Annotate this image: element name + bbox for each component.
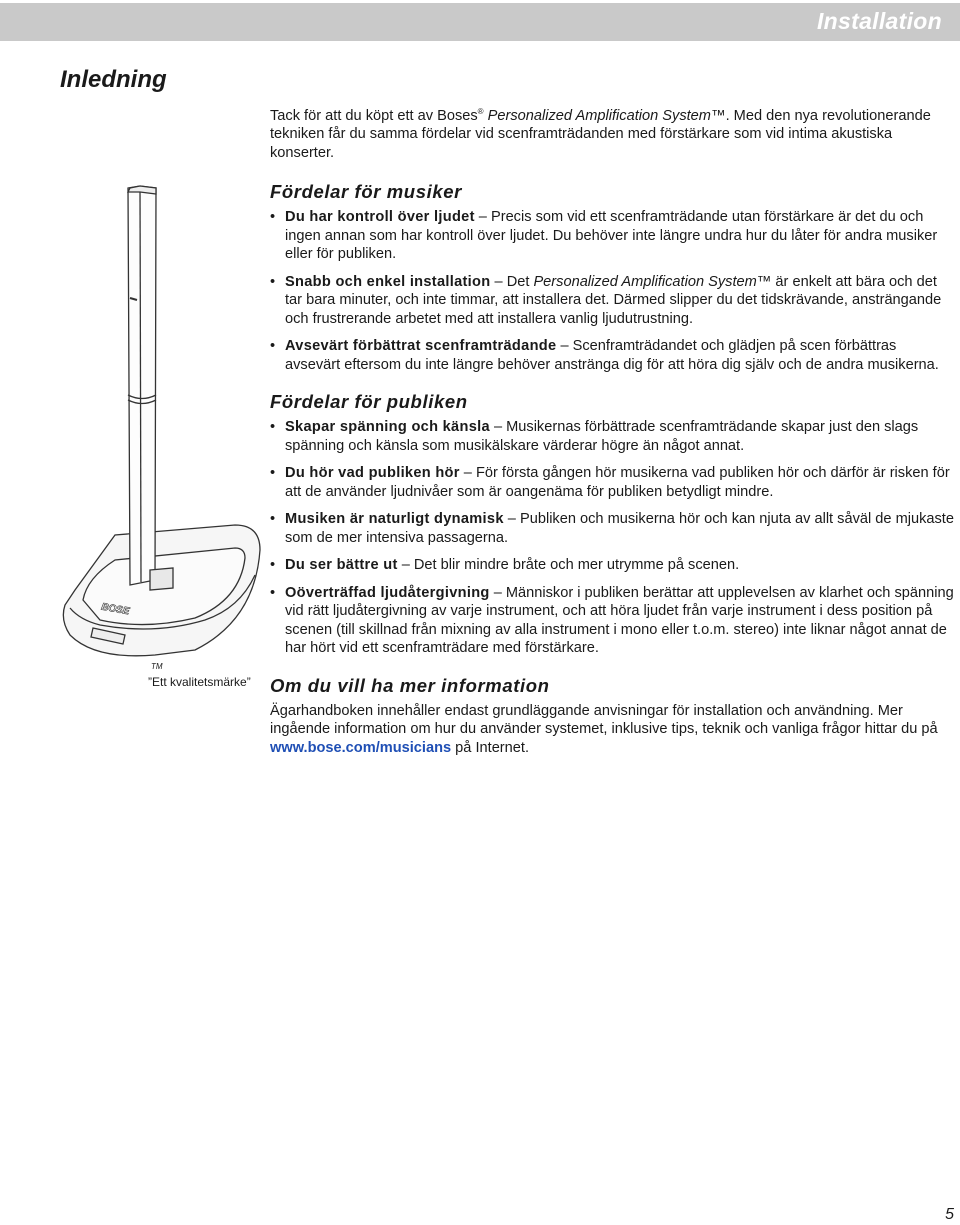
bullet: • (270, 465, 276, 482)
page-number: 5 (945, 1206, 954, 1223)
registered-mark: ® (477, 107, 484, 116)
musicians-list (270, 208, 954, 374)
product-name: Personalized Amplification System (483, 107, 711, 124)
tower-speaker-illustration (55, 180, 265, 700)
content-column (270, 103, 954, 757)
bullet: • (270, 273, 276, 290)
list-item: • Skapar spänning och känsla – Musikernas förbättrade scenframträdande skapar just den slags spänning och känsla som musikälskare värderar högre än något annat. (270, 419, 919, 454)
section-title: Inledning (60, 66, 167, 93)
bullet: • (270, 557, 276, 574)
list-item: • Avsevärt förbättrat scenframträdande – Scenframträdandet och glädjen på scen förbättras avsevärt eftersom du inte längre behöver anstränga dig för att höra dig själv och de andra musikerna. (270, 338, 939, 373)
header-title: Installation (816, 8, 942, 34)
bullet: • (270, 511, 276, 528)
musicians-heading: Fördelar för musiker (270, 181, 462, 203)
list-item: • Du har kontroll över ljudet – Precis som vid ett scenframträdande utan förstärkare är det du och ingen annan som har kontroll över ljudet. Du behöver inte längre undra hur du låter för andra musiker eller för publiken. (270, 209, 938, 263)
website-link[interactable]: www.bose.com/musicians (270, 739, 452, 756)
list-item: • Du hör vad publiken hör – För första gången hör musikerna vad publiken hör och därför är risken för att de använder ljudnivåer som är oangenäma för publiken betydligt mindre. (270, 465, 950, 500)
bullet: • (270, 419, 276, 436)
audience-list (270, 418, 954, 658)
trademark: ™ (710, 107, 726, 124)
list-item: • Oöverträffad ljudåtergivning – Människor i publiken berättar att upplevelsen av klarhet och spänning vid rätt ljudåtergivning av varje instrument, och att höra ljudet från varje instrument i dess position på scenen (till skillnad från mixning av alla instrument i mono eller t.o.m. stereo) inte liknar något annat de har hört vid ett scenframträdare med förstärkare. (270, 584, 954, 657)
caption-trademark: TM (151, 662, 163, 671)
more-info-heading: Om du vill ha mer information (270, 674, 550, 696)
intro-paragraph: Tack för att du köpt ett av Boses® Personalized Amplification System™. Med den nya revolutionerande tekniken får du samma fördelar vid scenframträdanden med förstärkare som vid intima akustiska konserter. (270, 107, 931, 161)
more-info-paragraph: Ägarhandboken innehåller endast grundläggande anvisningar för installation och användning. Mer ingående information om hur du använder systemet, inklusive tips, teknik och vanliga frågor hittar du på www.bose.com/musicians på Internet. (270, 702, 938, 756)
figure-caption: ”Ett kvalitetsmärke” (148, 675, 251, 689)
audience-heading: Fördelar för publiken (270, 391, 468, 413)
list-item: • Snabb och enkel installation – Det Personalized Amplification System™ är enkelt att bära och det tar bara minuter, och inte timmar, att installera det. Därmed slipper du det tidskrävande, ansträngande och frustrerande arbetet med att installera vanlig ljudutrustning. (270, 273, 942, 327)
bullet: • (270, 584, 276, 601)
header-bar (0, 3, 960, 41)
bullet: • (270, 338, 276, 355)
bose-logo: BOSE (100, 601, 131, 618)
list-item: • Musiken är naturligt dynamisk – Publiken och musikerna hör och kan njuta av allt såväl de mjukaste som de mer intensiva passagerna. (270, 511, 954, 546)
list-item: • Du ser bättre ut – Det blir mindre bråte och mer utrymme på scenen. (270, 557, 740, 574)
bullet: • (270, 209, 276, 226)
